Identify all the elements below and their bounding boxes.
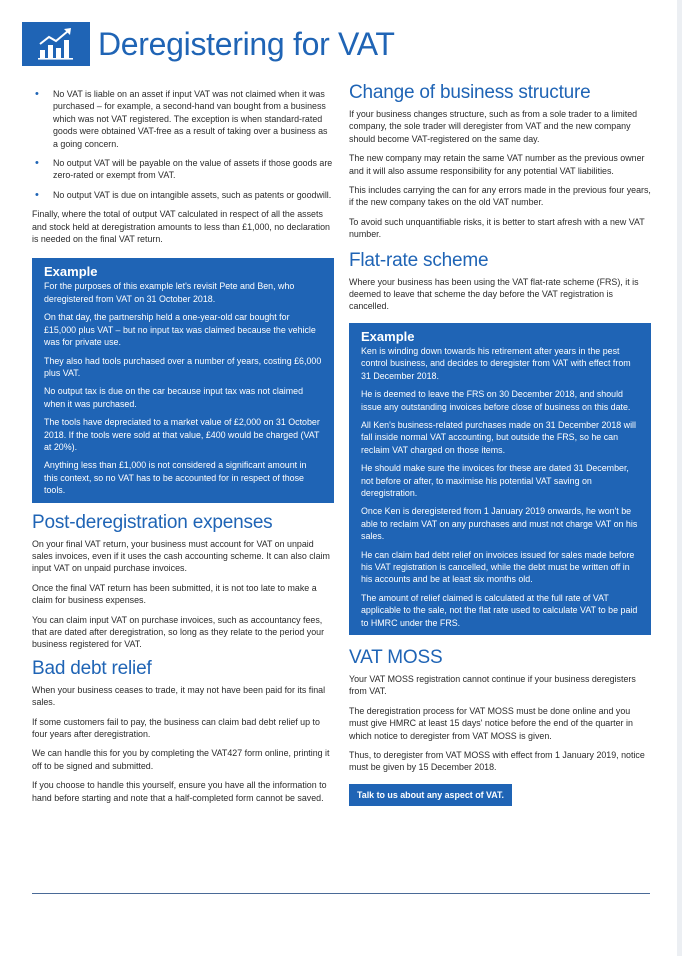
bad-debt-paragraph: If some customers fail to pay, the business can claim bad debt relief up to four years after deregistration. [32, 716, 320, 740]
asset-bullet-list [32, 88, 334, 201]
example-box-pete-ben [32, 258, 334, 502]
page-edge-shade [677, 0, 682, 956]
change-paragraph: If your business changes structure, such as from a sole trader to a limited company, the sole trader will deregister from VAT and the new company should become VAT-registered on the same day. [349, 109, 638, 144]
right-column [349, 82, 651, 806]
example-paragraph: All Ken's business-related purchases made on 31 December 2018 will fall inside normal VAT accounting, but outside the FRS, so he can reclaim VAT charged on those items. [361, 419, 636, 455]
flat-rate-heading: Flat-rate scheme [349, 249, 489, 271]
bad-debt-paragraph: If you choose to handle this yourself, ensure you have all the information to hand before starting and note that a half-completed form cannot be saved. [32, 780, 327, 803]
post-dereg-paragraph: On your final VAT return, your business must account for VAT on unpaid sales invoices, even if it uses the cash accounting scheme. It can also claim input VAT on unpaid purchase invoices. [32, 538, 330, 574]
chart-growth-icon [36, 26, 78, 62]
example-paragraph: On that day, the partnership held a one-year-old car bought for £15,000 plus VAT – but no input tax was claimed because the vehicle was for private use. [44, 312, 316, 348]
bad-debt-paragraph: We can handle this for you by completing the VAT427 form online, printing it off to be signed and submitted. [32, 748, 330, 771]
example-paragraph: He should make sure the invoices for these are dated 31 December, not before or after, to maximise his potential VAT saving on deregistration. [361, 463, 629, 498]
list-item: • No output VAT will be payable on the value of assets if those goods are zero-rated or exempt from VAT. [32, 157, 334, 182]
example-paragraph: He can claim bad debt relief on invoices issued for sales made before his VAT registration is cancelled, while the debt must be written off in his accounts and be at least six months old. [361, 549, 635, 585]
talk-to-us-button[interactable]: Talk to us about any aspect of VAT. [349, 784, 512, 806]
example-paragraph: Once Ken is deregistered from 1 January 2019 onwards, he won't be able to reclaim VAT on any purchases and must not charge VAT on his sales. [361, 506, 638, 542]
example-paragraph: The tools have depreciated to a market value of £2,000 on 31 October 2018. If the tools were sold at that value, £400 would be charged (VAT at 20%). [44, 417, 320, 452]
example-title: Example [44, 264, 98, 280]
moss-paragraph: Thus, to deregister from VAT MOSS with effect from 1 January 2019, notice must be given by 15 December 2018. [349, 750, 645, 773]
example-paragraph: He is deemed to leave the FRS on 30 December 2018, and should issue any outstanding invoices before close of business on this date. [361, 389, 631, 412]
change-structure-heading: Change of business structure [349, 82, 591, 103]
example-paragraph: They also had tools purchased over a number of years, costing £6,000 plus VAT. [44, 355, 322, 378]
vat-moss-heading: VAT MOSS [349, 647, 443, 668]
bad-debt-heading: Bad debt relief [32, 657, 152, 679]
example-box-ken [349, 323, 651, 635]
post-dereg-paragraph: Once the final VAT return has been submitted, it is not too late to make a claim for business expenses. [32, 582, 317, 606]
post-dereg-paragraph: You can claim input VAT on purchase invoices, such as accountancy fees, that are dated after deregistration, so long as they relate to the period your business registered for VAT. [32, 614, 325, 650]
example-paragraph: No output tax is due on the car because input tax was not claimed when it was purchased. [44, 386, 304, 409]
finally-paragraph: Finally, where the total of output VAT calculated in respect of all the assets and stock held at deregistration amounts to less than £1,000, no declaration is needed on the final VAT return. [32, 209, 330, 245]
post-deregistration-heading: Post-deregistration expenses [32, 511, 273, 533]
change-paragraph: This includes carrying the can for any errors made in the previous four years, if the new company takes on the old VAT number. [349, 185, 651, 208]
page-title: Deregistering for VAT [98, 26, 395, 62]
example-paragraph: For the purposes of this example let's revisit Pete and Ben, who deregistered from VAT on 31 October 2018. [44, 281, 295, 304]
example-paragraph: Anything less than £1,000 is not considered a significant amount in this context, so no VAT has to be accounted for in respect of those tools. [44, 460, 307, 496]
left-column [32, 88, 334, 811]
example-paragraph: The amount of relief claimed is calculated at the full rate of VAT applicable to the sale, not the flat rate used to calculate VAT to be paid to HMRC under the FRS. [361, 592, 638, 628]
moss-paragraph: Your VAT MOSS registration cannot continue if your business deregisters from VAT. [349, 674, 636, 697]
example-paragraph: Ken is winding down towards his retirement after years in the pest control business, and decides to deregister from VAT with effect from 31 December 2018. [361, 345, 631, 381]
change-paragraph: The new company may retain the same VAT number as the previous owner and it will also assume responsibility for any potential VAT liabilities. [349, 153, 645, 176]
moss-paragraph: The deregistration process for VAT MOSS must be done online and you must give HMRC at least 15 days' notice before the end of the quarter in which notice to deregister from VAT MOSS is given. [349, 705, 633, 741]
list-item: • No output VAT is due on intangible assets, such as patents or goodwill. [32, 189, 334, 201]
bad-debt-paragraph: When your business ceases to trade, it may not have been paid for its final sales. [32, 684, 326, 708]
example-title: Example [361, 328, 415, 344]
list-item: • No VAT is liable on an asset if input VAT was not claimed when it was purchased – for example, a second-hand van bought from a business which was not VAT registered. The exception is when standard-rated goods were obtained VAT-free as a result of taking over a business as a going concern. [32, 88, 334, 150]
change-paragraph: To avoid such unquantifiable risks, it is better to start afresh with a new VAT number. [349, 216, 645, 240]
flat-rate-paragraph: Where your business has been using the VAT flat-rate scheme (FRS), it is deemed to leave that scheme the day before the VAT registration is cancelled. [349, 276, 639, 312]
bottom-divider [32, 893, 650, 894]
